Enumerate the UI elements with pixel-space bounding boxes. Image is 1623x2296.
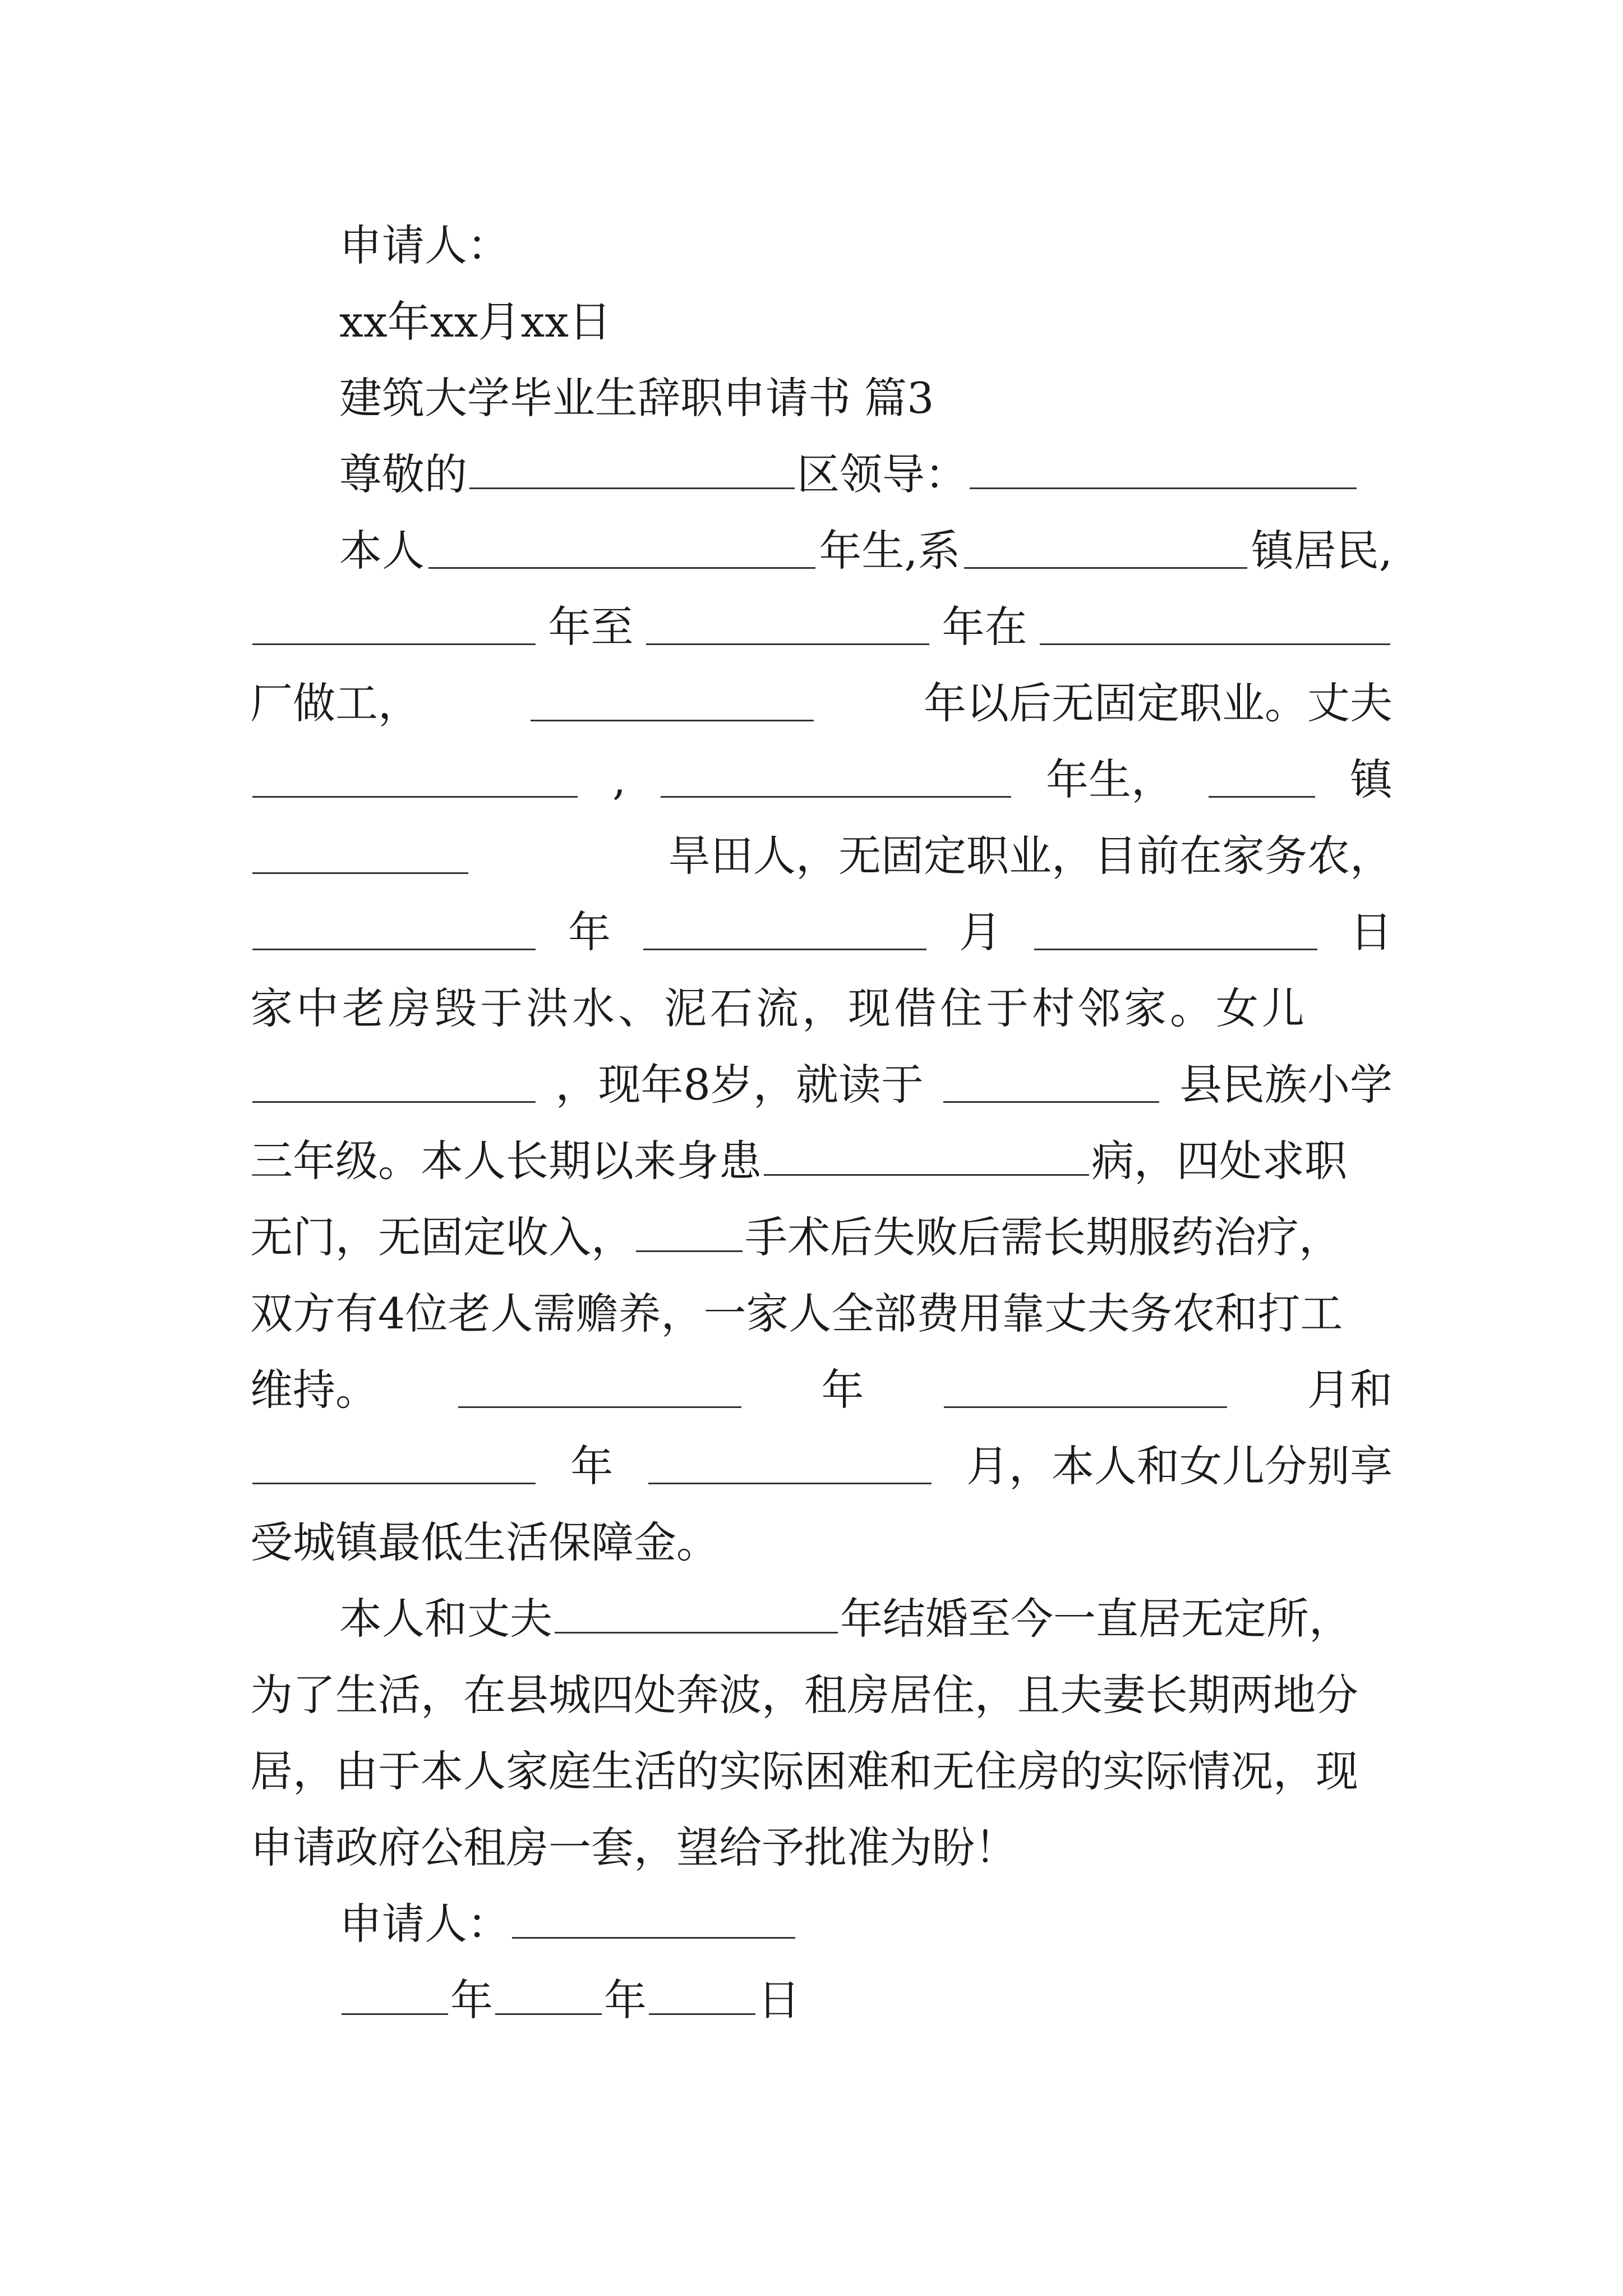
applicant-label: 申请人：: [339, 220, 510, 270]
paragraph-line: , 年生， 镇: [250, 742, 1393, 818]
paragraph-line: 申请政府公租房一套，望给予批准为盼！: [250, 1823, 1017, 1872]
paragraph-line: 受城镇最低生活保障金。: [250, 1517, 719, 1567]
paragraph-line: 维持。 年 月和: [250, 1365, 1393, 1415]
paragraph-line: 为了生活，在县城四处奔波，租房居住，且夫妻长期两地分: [250, 1670, 1358, 1720]
paragraph-line: ，现年8岁，就读于 县民族小学: [250, 1047, 1393, 1123]
section-title: 建筑大学毕业生辞职申请书 篇3: [339, 373, 934, 423]
salutation: 尊敬的 区领导：: [339, 436, 1393, 513]
paragraph-line: 厂做工， 年以后无固定职业。丈夫: [250, 678, 1393, 728]
signature-date-line: 年 年 日: [339, 1962, 1393, 2039]
date-line: xx年xx月xx日: [339, 297, 612, 347]
applicant-signature-line: 申请人：: [339, 1886, 1393, 1962]
paragraph-line: 三年级。本人长期以来身患 病，四处求职: [250, 1136, 1347, 1186]
paragraph-line: 双方有4位老人需赡养，一家人全部费用靠丈夫务农和打工: [250, 1289, 1343, 1338]
paragraph-line: 居，由于本人家庭生活的实际困难和无住房的实际情况，现: [250, 1746, 1358, 1796]
paragraph-line: 家中老房毁于洪水、泥石流，现借住于村邻家。女儿: [250, 983, 1308, 1033]
paragraph-line: 年 月 日: [250, 894, 1393, 970]
paragraph-line: 无门，无固定收入， 手术后失败后需长期服药治疗，: [250, 1212, 1341, 1262]
paragraph-line: 本人 年生,系 镇居民,: [339, 526, 1393, 576]
paragraph-line: 年至 年在: [250, 589, 1393, 665]
paragraph-line: 本人和丈夫 年结婚至今一直居无定所，: [339, 1594, 1352, 1644]
paragraph-line: 旱田人，无固定职业，目前在家务农，: [250, 818, 1393, 894]
paragraph-line: 年 月，本人和女儿分别享: [250, 1428, 1393, 1504]
